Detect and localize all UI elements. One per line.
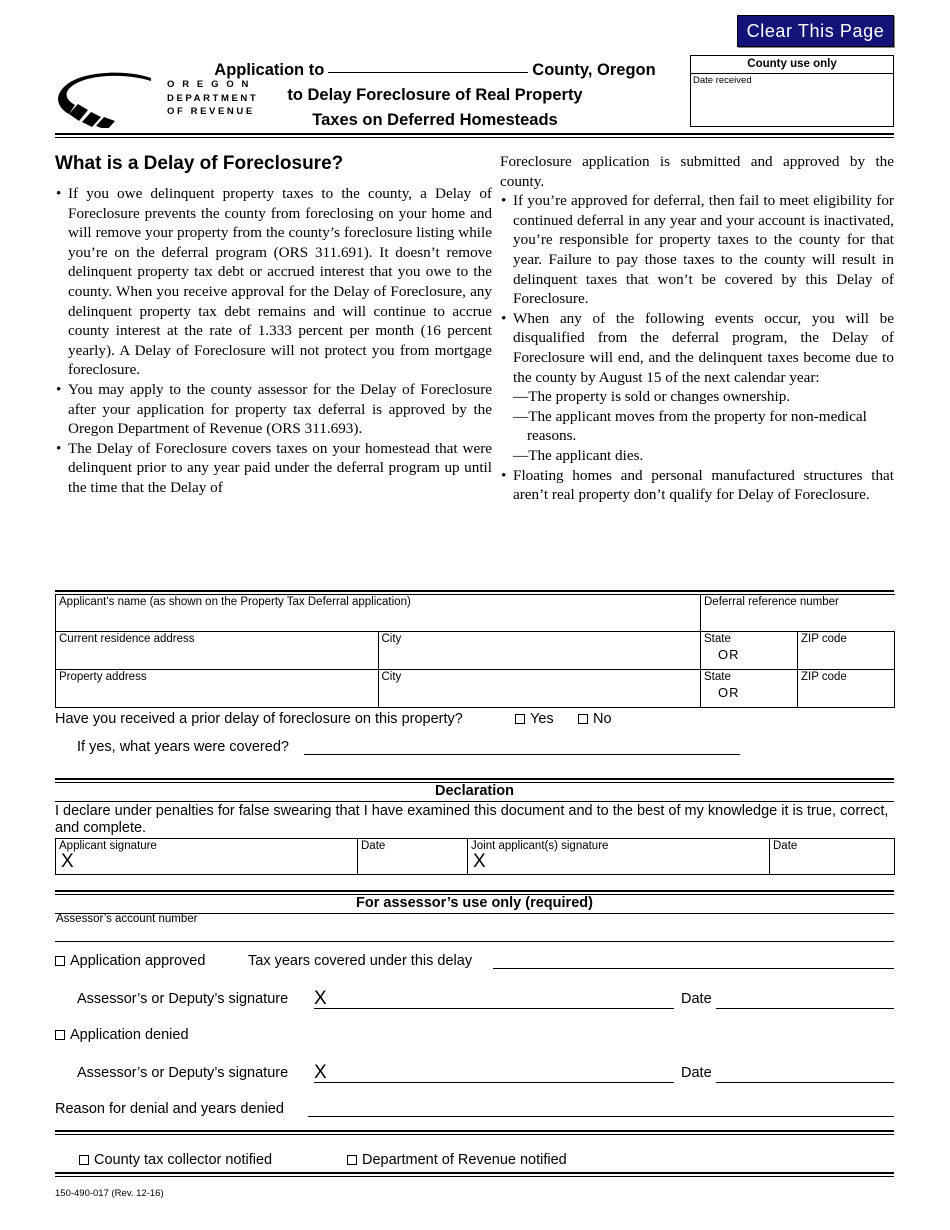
joint-signature-label: Joint applicant(s) signature [471,840,609,852]
assessor-signature-x-mark: X [314,988,327,1009]
prior-delay-no-label: No [593,711,612,727]
assessor-signature-x-mark: X [314,1062,327,1083]
tax-years-covered-input[interactable] [493,968,894,969]
application-denied-option[interactable] [55,1027,189,1043]
joint-date-cell[interactable] [770,839,895,875]
title-line-3: Taxes on Deferred Homesteads [312,111,558,129]
assessor-date-label-denied: Date [681,1065,712,1081]
state-value: OR [718,647,740,662]
table-row [56,670,895,708]
intro-heading: What is a Delay of Foreclosure? [55,153,344,174]
oregon-dor-logo [55,72,259,128]
table-row [56,632,895,670]
prior-delay-question: Have you received a prior delay of foreclosure on this property? [55,711,463,727]
prior-delay-no-option[interactable] [578,711,612,727]
county-use-only-title: County use only [691,56,893,74]
title-line-1 [195,58,675,83]
property-state-cell[interactable] [701,670,798,708]
table-row [56,595,895,632]
title-suffix: County, Oregon [532,61,656,79]
intro-continuation: Foreclosure application is submitted and approved by the county. [500,153,894,190]
current-residence-address-cell[interactable] [56,632,379,670]
date-label: Date [773,840,798,852]
current-state-cell[interactable] [701,632,798,670]
current-city-cell[interactable] [378,632,701,670]
checkbox-icon[interactable] [55,956,65,966]
assessor-date-input-denied[interactable] [716,1082,894,1083]
city-label: City [381,671,402,683]
date-received-label: Date received [693,75,752,86]
intro-bullet: • The Delay of Foreclosure covers taxes on your homestead that were delinquent prior to any year paid under the deferral program up until the time that the Delay of [55,439,492,498]
title-prefix: Application to [214,61,325,79]
state-label: State [704,671,731,683]
title-line-2: to Delay Foreclosure of Real Property [287,86,583,104]
checkbox-icon[interactable] [515,714,525,724]
dor-notified-option[interactable] [347,1152,567,1168]
county-name-blank[interactable] [328,72,528,73]
table-row [56,839,895,875]
prior-delay-yes-label: Yes [530,711,554,727]
notification-bottom-rule [55,1172,894,1177]
reason-for-denial-input[interactable] [308,1116,894,1117]
application-approved-option[interactable] [55,953,205,969]
applicant-name-label: Applicant’s name (as shown on the Property Tax Deferral application) [59,596,411,608]
current-zip-cell[interactable] [798,632,895,670]
assessor-date-label-approved: Date [681,991,712,1007]
clear-this-page-button[interactable]: Clear This Page [737,15,894,47]
intro-right-column [500,152,894,505]
intro-bullet: • Floating homes and personal manufactured structures that aren’t real property don’t qualify for Delay of Foreclosure. [500,466,894,505]
city-label: City [381,633,402,645]
oregon-swoosh-icon [55,72,165,128]
signature-x-mark: X [61,851,74,872]
prior-delay-years-input[interactable] [304,754,740,755]
intro-bullet: • If you’re approved for deferral, then fail to meet eligibility for continued deferral in any year and your account is inactivated, you’re responsible for property taxes to the county for that year. Failure to pay those taxes to the county will result in delinquent taxes that won’t be covered by this Delay of Foreclosure. [500,191,894,309]
form-title [195,58,675,133]
assessor-account-number-label: Assessor’s account number [56,913,198,925]
intro-bullet: • When any of the following events occur, you will be disqualified from the deferral program, the Delay of Foreclosure will end, and the delinquent taxes become due to the county by August 15 of the next calendar year: [500,309,894,387]
county-tax-collector-notified-label: County tax collector notified [94,1152,273,1168]
form-id-footer: 150-490-017 (Rev. 12-16) [55,1188,164,1199]
checkbox-icon[interactable] [347,1155,357,1165]
header-divider [55,133,894,138]
intro-dash-item: —The applicant dies. [513,446,644,464]
declaration-band-bottom-rule [55,801,894,802]
state-label: State [704,633,731,645]
intro-dash-item: —The applicant moves from the property for non-medical reasons. [513,407,867,445]
state-value: OR [718,685,740,700]
prior-delay-years-label: If yes, what years were covered? [77,739,289,755]
checkbox-icon[interactable] [578,714,588,724]
joint-signature-cell[interactable] [468,839,770,875]
application-denied-label: Application denied [70,1027,189,1043]
property-zip-cell[interactable] [798,670,895,708]
applicant-info-table [55,594,895,708]
deferral-reference-label: Deferral reference number [704,596,839,608]
logo-line-of-revenue: OF REVENUE [167,106,255,117]
tax-years-covered-label: Tax years covered under this delay [248,953,473,969]
assessor-signature-input-denied[interactable] [314,1082,674,1083]
intro-dash-item: —The property is sold or changes ownership. [513,388,791,406]
property-address-label: Property address [59,671,147,683]
checkbox-icon[interactable] [79,1155,89,1165]
applicant-signature-label: Applicant signature [59,840,157,852]
assessor-signature-label-approved: Assessor’s or Deputy’s signature [77,991,289,1007]
date-label: Date [361,840,386,852]
assessor-signature-label-denied: Assessor’s or Deputy’s signature [77,1065,289,1081]
property-address-cell[interactable] [56,670,379,708]
signature-x-mark: X [473,851,486,872]
declaration-signature-table [55,838,895,875]
application-approved-label: Application approved [70,953,206,969]
assessor-account-number-input[interactable] [55,941,894,942]
logo-line-department: DEPARTMENT [167,92,259,104]
logo-line-oregon: O R E G O N [167,79,252,90]
applicant-section-top-rule [55,590,894,592]
declaration-statement: I declare under penalties for false swearing that I have examined this document and to the best of my knowledge it is true, correct, and complete. [55,803,889,836]
date-received-field[interactable] [691,74,893,86]
current-residence-address-label: Current residence address [59,633,195,645]
intro-left-column [55,184,492,498]
intro-bullet: • If you owe delinquent property taxes to the county, a Delay of Foreclosure prevents the county from foreclosing on your home and will remove your property from the county’s foreclosure listing while you’re on the deferral program (ORS 311.691). It doesn’t remove delinquent property tax debt or accrued interest that you owe to the county. When you receive approval for the Delay of Foreclosure, any delinquent property tax debt remains and will continue to accrue county interest at the rate of 1.333 percent per month (16 percent yearly). A Delay of Foreclosure will not protect you from mortgage foreclosure. [55,184,492,380]
property-city-cell[interactable] [378,670,701,708]
checkbox-icon[interactable] [55,1030,65,1040]
county-use-only-box [690,55,894,127]
prior-delay-yes-option[interactable] [515,711,554,727]
notification-top-rule [55,1130,894,1135]
reason-for-denial-label: Reason for denial and years denied [55,1101,284,1117]
applicant-name-cell[interactable] [56,595,701,632]
deferral-reference-cell[interactable] [701,595,895,632]
zip-label: ZIP code [801,633,847,645]
county-tax-collector-notified-option[interactable] [79,1152,272,1168]
dor-notified-label: Department of Revenue notified [362,1152,567,1168]
applicant-signature-cell[interactable] [56,839,358,875]
zip-label: ZIP code [801,671,847,683]
applicant-date-cell[interactable] [358,839,468,875]
assessor-date-input-approved[interactable] [716,1008,894,1009]
assessor-signature-input-approved[interactable] [314,1008,674,1009]
intro-bullet: • You may apply to the county assessor for the Delay of Foreclosure after your application for property tax deferral is approved by the Oregon Department of Revenue (ORS 311.693). [55,380,492,439]
assessor-band-title: For assessor’s use only (required) [356,895,593,911]
declaration-band-title: Declaration [435,783,514,799]
